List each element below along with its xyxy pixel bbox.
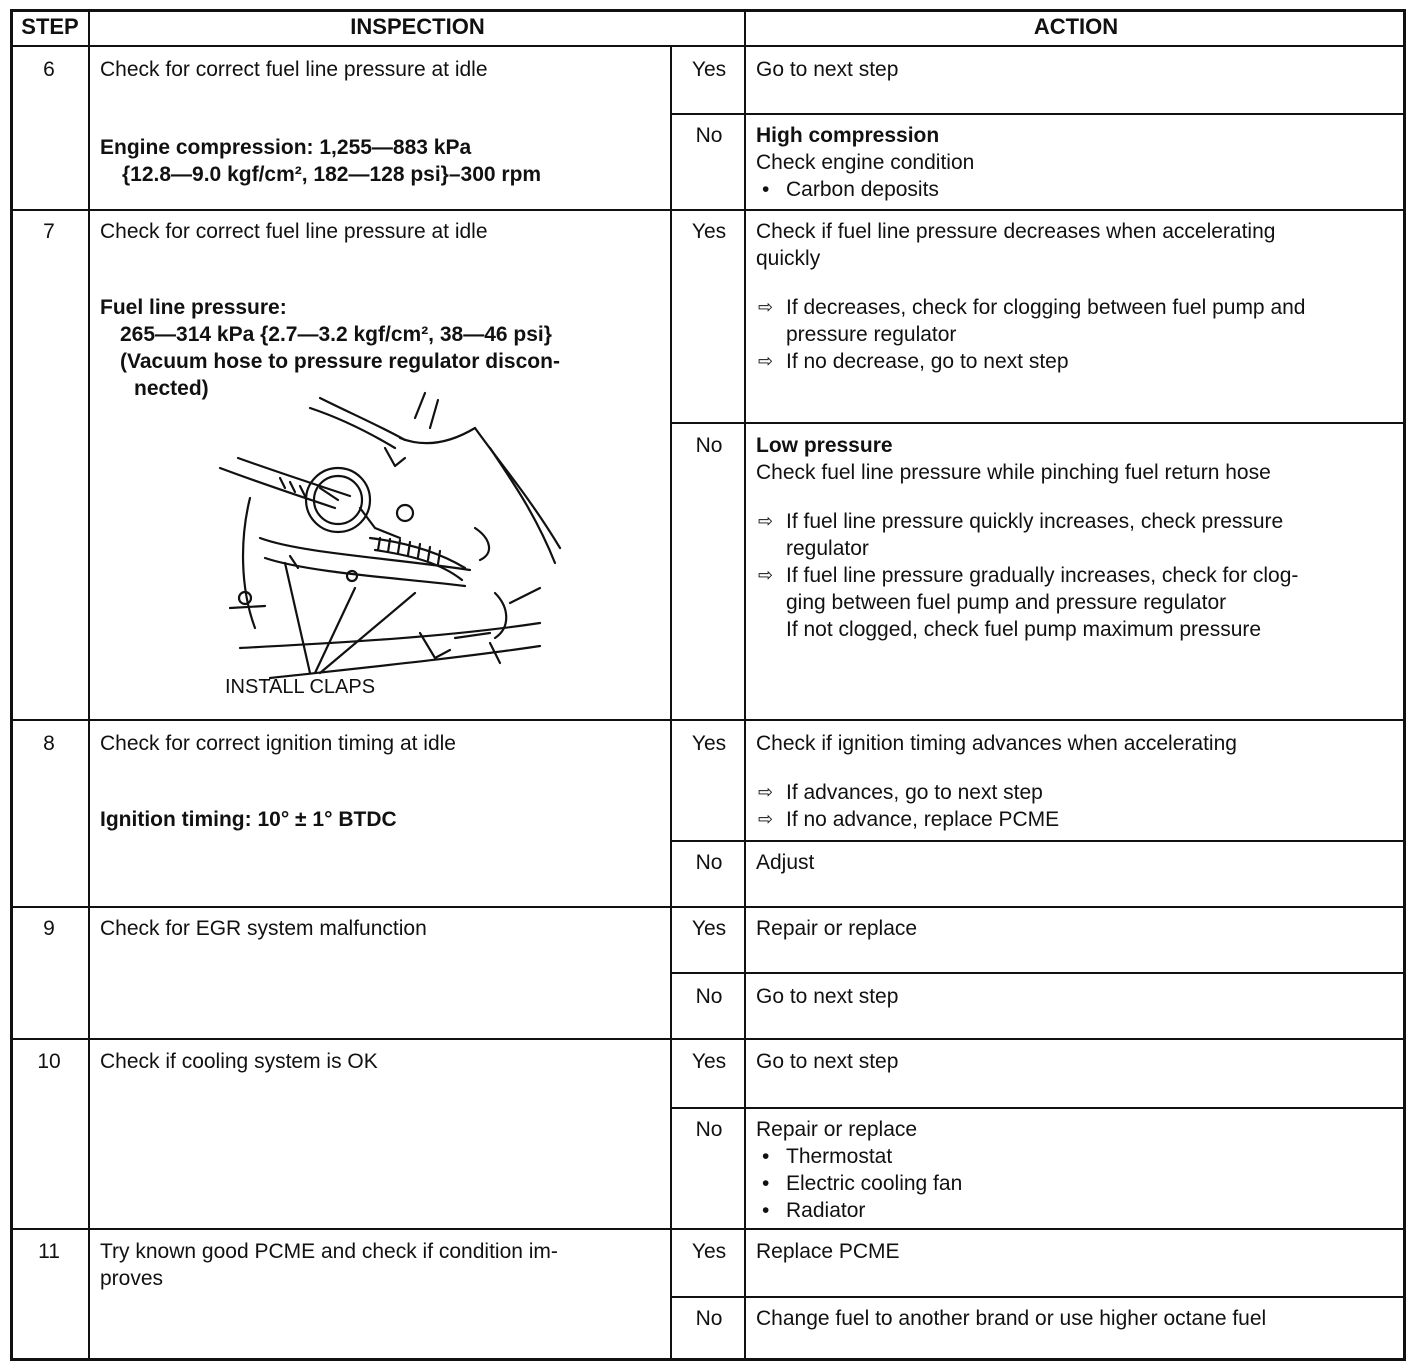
yes-label: Yes — [691, 917, 727, 940]
yes-label: Yes — [691, 1240, 727, 1263]
row6-divider — [670, 113, 1406, 115]
yes-action: Replace PCME — [756, 1240, 900, 1263]
header-step: STEP — [21, 14, 79, 39]
step-number: 7 — [43, 220, 55, 243]
row-divider — [10, 1228, 1406, 1230]
row-divider — [10, 209, 1406, 211]
row8-divider — [670, 840, 1406, 842]
row-divider — [10, 1038, 1406, 1040]
no-label: No — [695, 985, 723, 1008]
row9-divider — [670, 972, 1406, 974]
col-divider-step — [88, 9, 90, 1361]
fuel-pressure-gauge-illustration — [210, 388, 570, 698]
yes-label: Yes — [691, 220, 727, 243]
no-label: No — [695, 1307, 723, 1330]
row10-divider — [670, 1107, 1406, 1109]
step-number: 9 — [43, 917, 55, 940]
no-action: Adjust — [756, 851, 815, 874]
yes-action: Check if fuel line pressure decreases when accelerating quickly ⇨ If decreases, check for clogging between fuel pump and pressure regulator ⇨ If no decrease, go to next step — [756, 218, 1396, 375]
col-divider-yesno — [744, 9, 746, 1361]
inspection-spec: Fuel line pressure: 265—314 kPa {2.7—3.2 kgf/cm², 38—46 psi} (Vacuum hose to pressure regulator discon- nected) — [100, 296, 560, 400]
no-label: No — [695, 851, 723, 874]
inspection-text: Check for correct fuel line pressure at idle — [100, 58, 488, 81]
no-action: Go to next step — [756, 985, 899, 1008]
inspection-text: Check for EGR system malfunction — [100, 917, 427, 940]
row7-divider — [670, 422, 1406, 424]
yes-action: Go to next step — [756, 58, 899, 81]
yes-action: Repair or replace — [756, 917, 918, 940]
no-action: Change fuel to another brand or use higher octane fuel — [756, 1307, 1267, 1330]
row-divider — [10, 719, 1406, 721]
step-number: 10 — [37, 1050, 61, 1073]
yes-action: Check if ignition timing advances when accelerating ⇨ If advances, go to next step ⇨ If no advance, replace PCME — [756, 730, 1396, 833]
row11-divider — [670, 1296, 1406, 1298]
no-action: Low pressure Check fuel line pressure while pinching fuel return hose ⇨ If fuel line pressure quickly increases, check pressure regulator ⇨ If fuel line pressure gradually increases, check for clog- ging between fuel pump and pressure regulator If not clogged, check fuel pump maximum pressure — [756, 432, 1396, 643]
yes-label: Yes — [691, 732, 727, 755]
inspection-spec: Engine compression: 1,255—883 kPa {12.8—9.0 kgf/cm², 182—128 psi}–300 rpm — [100, 136, 542, 186]
inspection-text: Check if cooling system is OK — [100, 1050, 378, 1073]
no-action: High compression Check engine condition • Carbon deposits — [756, 122, 1396, 203]
yes-label: Yes — [691, 58, 727, 81]
header-action: ACTION — [1033, 14, 1119, 39]
no-label: No — [695, 1118, 723, 1141]
inspection-text: Check for correct ignition timing at idle — [100, 732, 456, 755]
figure-caption: INSTALL CLAPS — [225, 676, 376, 698]
no-label: No — [695, 124, 723, 147]
yes-label: Yes — [691, 1050, 727, 1073]
inspection-spec: Ignition timing: 10° ± 1° BTDC — [100, 808, 397, 831]
header-inspection: INSPECTION — [350, 14, 485, 39]
step-number: 6 — [43, 58, 55, 81]
yes-action: Go to next step — [756, 1050, 899, 1073]
no-label: No — [695, 434, 723, 457]
inspection-text: Check for correct fuel line pressure at idle — [100, 220, 488, 243]
inspection-text: Try known good PCME and check if condition im- proves — [100, 1240, 558, 1290]
step-number: 8 — [43, 732, 55, 755]
row-divider — [10, 906, 1406, 908]
no-action: Repair or replace • Thermostat • Electric cooling fan • Radiator — [756, 1116, 1396, 1224]
step-number: 11 — [38, 1240, 60, 1263]
